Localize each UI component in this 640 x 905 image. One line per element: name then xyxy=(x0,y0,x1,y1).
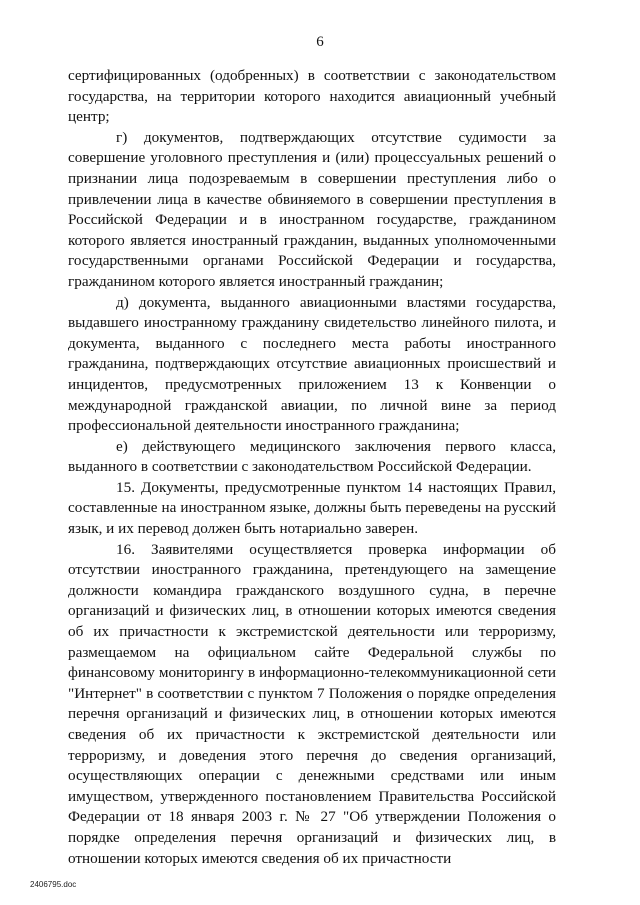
paragraph-clause-16: 16. Заявителями осуществляется проверка информации об отсутствии иностранного гражданина, претендующего на замещение должности командира гражданского воздушного судна, в перечне организаций и физических лиц, в отношении которых имеются сведения об их причастности к экстремистской деятельности или терроризму, размещаемом на официальном сайте Федеральной службы по финансовому мониторингу в информационно-телекоммуникационной сети "Интернет" в соответствии с пунктом 7 Положения о порядке определения перечня организаций и физических лиц, в отношении которых имеются сведения об их причастности к экстремистской деятельности или терроризму, и доведения этого перечня до сведения организаций, осуществляющих операции с денежными средствами или иным имуществом, утвержденного постановлением Правительства Российской Федерации от 18 января 2003 г. № 27 "Об утверждении Положения о порядке определения перечня организаций и физических лиц, в отношении которых имеются сведения об их причастности xyxy=(68,540,556,867)
paragraph-clause-15: 15. Документы, предусмотренные пунктом 14 настоящих Правил, составленные на иностранном языке, должны быть переведены на русский язык, и их перевод должен быть нотариально заверен. xyxy=(68,478,556,538)
footer-file-code: 2406795.doc xyxy=(30,880,77,889)
paragraph-item-e: е) действующего медицинского заключения первого класса, выданного в соответствии с законодательством Российской Федерации. xyxy=(68,437,556,476)
page-number: 6 xyxy=(316,34,324,50)
document-body xyxy=(68,66,556,869)
paragraph-continuation: сертифицированных (одобренных) в соответствии с законодательством государства, на территории которого находится авиационный учебный центр; xyxy=(68,67,556,126)
paragraph-item-d: д) документа, выданного авиационными властями государства, выдавшего иностранному гражданину свидетельство линейного пилота, и документа, выданного с последнего места работы иностранного гражданина, подтверждающих отсутствие авиационных происшествий и инцидентов, предусмотренных приложением 13 к Конвенции о международной гражданской авиации, по личной вине за период профессиональной деятельности иностранного гражданина; xyxy=(68,293,556,435)
paragraph-item-g: г) документов, подтверждающих отсутствие судимости за совершение уголовного преступления и (или) процессуальных решений о признании лица подозреваемым в совершении преступления либо о привлечении лица в качестве обвиняемого в совершении преступления в Российской Федерации и в иностранном государстве, гражданином которого является иностранный гражданин, выданных уполномоченными государственными органами Российской Федерации и государства, гражданином которого является иностранный гражданин; xyxy=(68,128,556,290)
